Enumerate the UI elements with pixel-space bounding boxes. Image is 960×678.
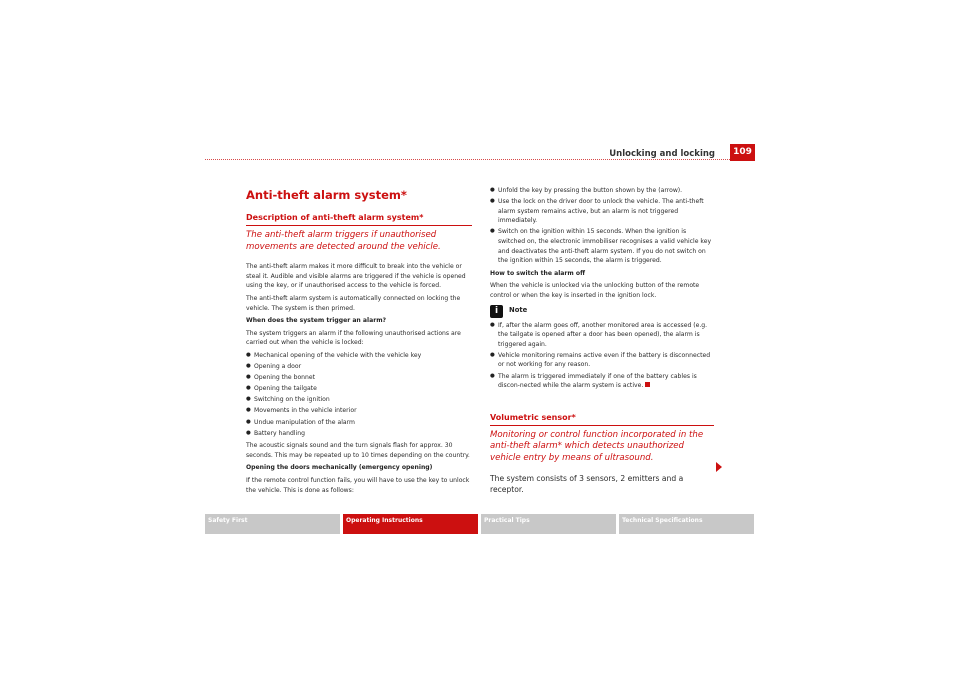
list-item: ● Switching on the ignition	[246, 395, 472, 405]
note-header	[490, 305, 714, 318]
paragraph: The anti-theft alarm makes it more difficult to break into the vehicle or steal it. Audible and visible alarms are triggered if the vehicle is opened using the key, or if unauthorised access to the vehicle is forced.	[246, 263, 466, 290]
list-item-text: The alarm is triggered immediately if one of the battery cables is discon-nected while the alarm system is active.	[498, 372, 697, 390]
paragraph: The system consists of 3 sensors, 2 emitters and a receptor.	[490, 474, 684, 495]
left-column	[246, 188, 472, 498]
footer-tab-practical-tips[interactable]: Practical Tips	[481, 514, 616, 534]
list-item: ● Use the lock on the driver door to unlock the vehicle. The anti-theft alarm system remains active, but an alarm is not triggered immediately.	[490, 197, 714, 226]
note-label: Note	[509, 306, 528, 315]
list-item: ● Mechanical opening of the vehicle with the vehicle key	[246, 351, 472, 361]
subheading-emergency: Opening the doors mechanically (emergency opening)	[246, 464, 433, 472]
list-item: ● If, after the alarm goes off, another monitored area is accessed (e.g. the tailgate is opened after a door has been opened), the alarm is triggered again.	[490, 321, 714, 350]
note-list	[490, 321, 714, 391]
right-column	[490, 186, 714, 498]
footer-tab-operating-instructions[interactable]: Operating Instructions	[343, 514, 478, 534]
paragraph: The acoustic signals sound and the turn signals flash for approx. 30 seconds. This may be repeated up to 10 times depending on the country.	[246, 442, 470, 459]
list-item: ● Battery handling	[246, 429, 472, 439]
footer-tab-safety-first[interactable]: Safety First	[205, 514, 340, 534]
paragraph: The anti-theft alarm system is automatically connected on locking the vehicle. The system is then primed.	[246, 294, 461, 312]
list-item: ● Vehicle monitoring remains active even if the battery is disconnected or not working for any reason.	[490, 351, 714, 370]
footer-tab-technical-specifications[interactable]: Technical Specifications	[619, 514, 754, 534]
list-item	[490, 372, 714, 391]
note-icon: i	[490, 305, 503, 318]
list-item: ● Opening the tailgate	[246, 384, 472, 394]
continue-arrow-icon	[716, 462, 722, 472]
trigger-list	[246, 351, 472, 438]
list-item: ● Opening the bonnet	[246, 373, 472, 383]
main-heading: Anti-theft alarm system*	[246, 188, 407, 202]
steps-list	[490, 186, 714, 266]
section-heading-alarm: Description of anti-theft alarm system*	[246, 212, 472, 226]
paragraph: When the vehicle is unlocked via the unlocking button of the remote control or when the key is inserted in the ignition lock.	[490, 282, 700, 299]
paragraph: If the remote control function fails, you will have to use the key to unlock the vehicle. This is done as follows:	[246, 476, 470, 494]
intro-alarm: The anti-theft alarm triggers if unauthorised movements are detected around the vehicle.	[246, 230, 441, 252]
paragraph: The system triggers an alarm if the following unauthorised actions are carried out when the vehicle is locked:	[246, 329, 461, 347]
list-item: ● Undue manipulation of the alarm	[246, 418, 472, 428]
section-end-icon	[645, 382, 650, 387]
intro-volumetric: Monitoring or control function incorporated in the anti-theft alarm* which detects unauthorized vehicle entry by means of ultrasound.	[490, 429, 704, 463]
list-item: ● Switch on the ignition within 15 seconds. When the ignition is switched on, the electronic immobiliser recognises a valid vehicle key and deactivates the anti-theft alarm system. If you do not switch on the ignition within 15 seconds, the alarm is triggered.	[490, 227, 714, 265]
list-item: ● Unfold the key by pressing the button shown by the (arrow).	[490, 186, 714, 196]
list-item: ● Movements in the vehicle interior	[246, 406, 472, 416]
running-header: Unlocking and locking	[609, 149, 715, 159]
subheading-switch-off: How to switch the alarm off	[490, 269, 586, 277]
subheading-trigger: When does the system trigger an alarm?	[246, 317, 387, 325]
section-heading-volumetric: Volumetric sensor*	[490, 412, 714, 426]
list-item: ● Opening a door	[246, 362, 472, 372]
page-number: 109	[730, 144, 755, 161]
header-rule	[205, 159, 730, 160]
